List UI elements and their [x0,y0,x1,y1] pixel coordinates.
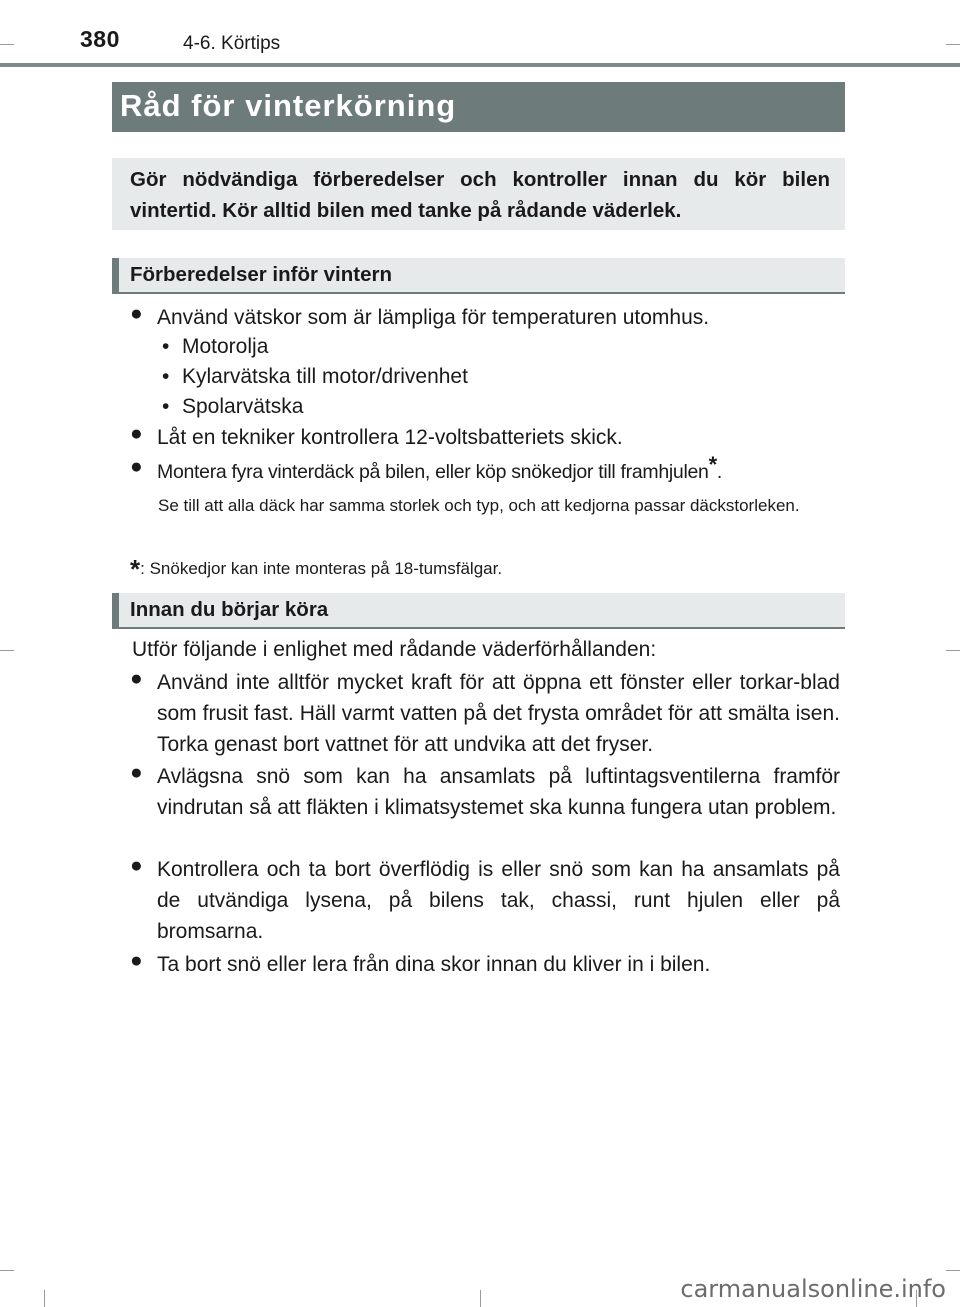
dot-icon: • [162,335,170,358]
crop-mark [0,1270,14,1271]
page-title: Råd för vinterkörning [120,88,457,123]
bullet-icon: ● [130,949,143,972]
bullet-icon: ● [130,667,143,690]
title-bar [112,82,845,132]
section-heading-before-driving [112,593,845,629]
list-item [130,452,840,488]
section-heading-text: Förberedelser inför vintern [130,263,393,286]
sub-list-item [162,335,268,359]
bullet-icon: ● [130,302,143,325]
list-item [130,422,840,453]
dot-icon: • [162,365,170,388]
asterisk-icon: * [130,554,141,584]
tire-note: Se till att alla däck har samma storlek och typ, och att kedjorna passar däckstorleken. [158,496,800,515]
crop-mark [946,44,960,45]
list-item-text-suffix: . [716,461,722,483]
list-item [130,854,840,947]
intro-text: Gör nödvändiga förberedelser och kontroller innan du kör bilen vintertid. Kör alltid bilen med tanke på rådande väderlek. [130,168,830,222]
sub-list-item-text: Spolarvätska [182,395,304,418]
dot-icon: • [162,395,170,418]
bullet-icon: ● [130,854,143,877]
list-item [130,949,840,980]
sub-list-item [162,395,303,419]
page-number: 380 [80,26,120,52]
list-item [130,302,840,333]
header-rule [0,63,960,67]
list-item-text: Kontrollera och ta bort överflödig is eller snö som kan ha ansamlats på de utvändiga lysena, på bilens tak, chassi, runt hjulen eller på bromsarna. [157,858,840,943]
crop-mark [946,1270,960,1271]
asterisk-icon: * [708,452,717,477]
sub-list-item-text: Motorolja [182,335,269,358]
sub-list-item-text: Kylarvätska till motor/drivenhet [182,365,468,388]
watermark: carmanualsonline.info [680,1275,946,1303]
crop-mark [0,44,14,45]
section-heading-text: Innan du börjar köra [130,598,329,621]
list-item-text: Låt en tekniker kontrollera 12-voltsbatteriets skick. [157,426,623,449]
section-lead-text: Utför följande i enlighet med rådande väderförhållanden: [132,638,657,661]
list-item-text: Avlägsna snö som kan ha ansamlats på luftintagsventilerna framför vindrutan så att fläkten i klimatsystemet ska kunna fungera utan problem. [157,765,840,819]
list-item-text: Använd vätskor som är lämpliga för temperaturen utomhus. [157,306,710,329]
section-heading-preparations [112,258,845,294]
bullet-icon: ● [130,761,143,784]
bullet-icon: ● [130,455,143,478]
sub-list-item [162,365,468,389]
intro-box [112,158,845,230]
footnote-text: : Snökedjor kan inte monteras på 18-tumsfälgar. [140,559,503,578]
list-item [130,761,840,823]
list-item [130,667,840,760]
bullet-icon: ● [130,422,143,445]
section-reference: 4-6. Körtips [183,33,281,54]
list-item-text: Använd inte alltför mycket kraft för att öppna ett fönster eller torkar-blad som frusit fast. Häll varmt vatten på det frysta området för att smälta isen. Torka genast bort vattnet för att undvika att det fryser. [157,671,840,756]
crop-mark [480,1290,481,1307]
footnote [130,550,503,584]
crop-mark [44,1290,45,1307]
list-item-text-main: Montera fyra vinterdäck på bilen, eller köp snökedjor till framhjulen [157,461,709,483]
list-item-text [157,452,840,488]
crop-mark [946,650,960,651]
list-item-text: Ta bort snö eller lera från dina skor innan du kliver in i bilen. [157,953,711,976]
crop-mark [0,650,14,651]
